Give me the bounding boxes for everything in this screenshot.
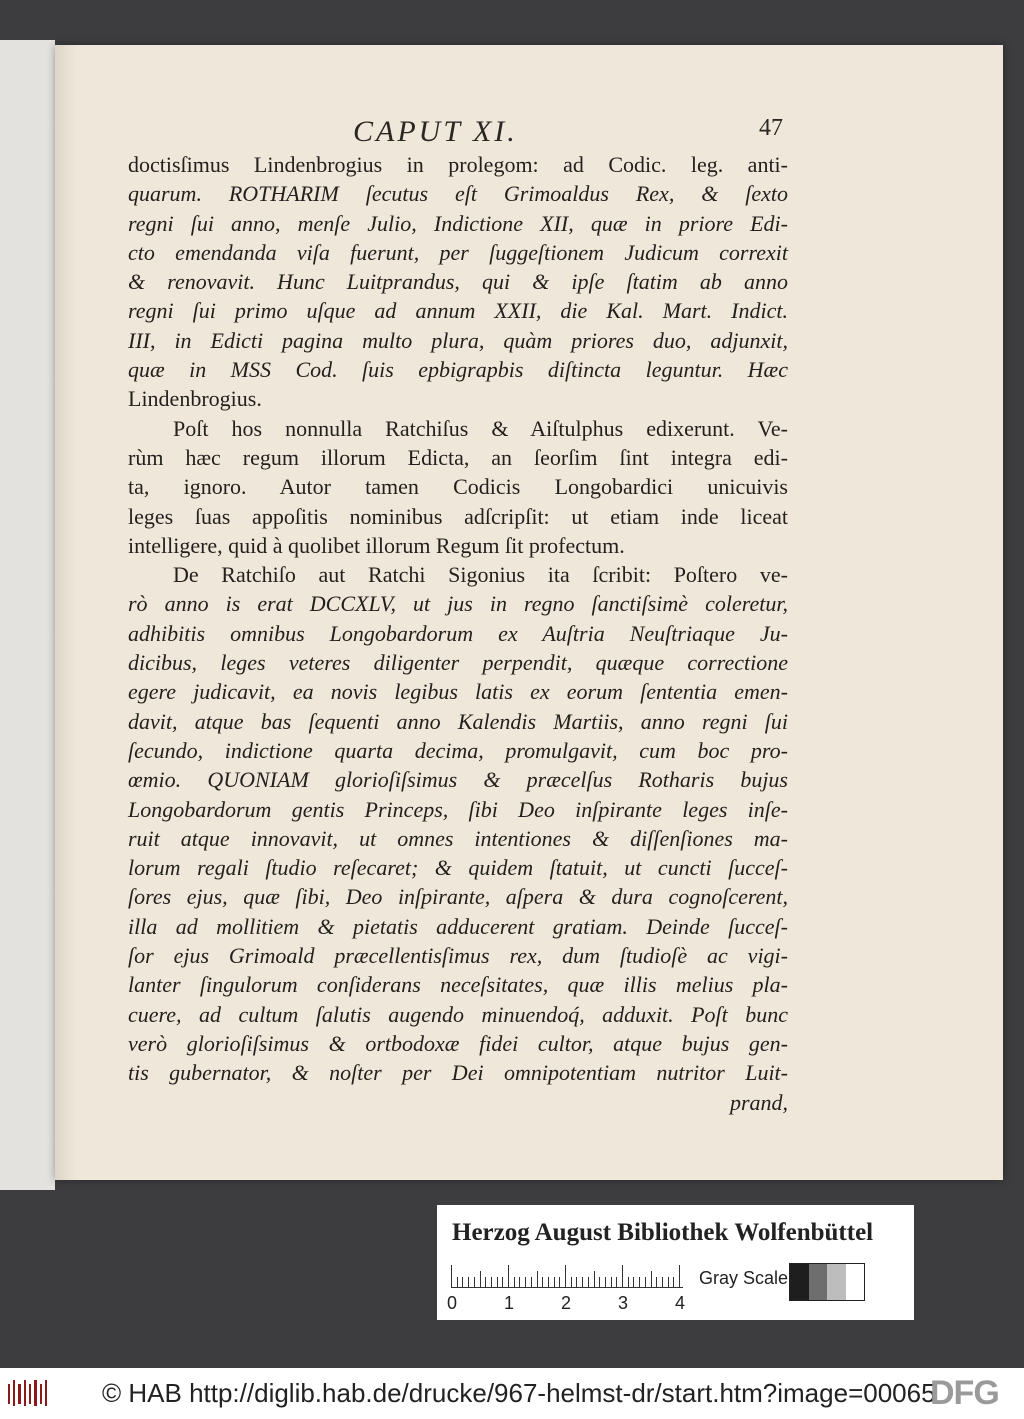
ruler-tick [525,1277,526,1287]
ruler-tick [462,1277,463,1287]
ruler-tick [565,1265,566,1287]
ruler-scale [451,1265,683,1288]
ruler-label: 1 [504,1293,515,1313]
ruler-tick [531,1277,532,1287]
ruler-tick [480,1271,481,1287]
chapter-title: CAPUT XI. [353,115,518,148]
ruler-tick [576,1277,577,1287]
text-line: ſecundo, indictione quarta decima, promulgavit, cum boc pro- [128,737,788,763]
page-gutter [55,45,77,1180]
text-line: intelligere, quid à quolibet illorum Regum ſit profectum. [128,532,625,558]
text-line: prand, [729,1089,788,1115]
ruler-tick [645,1277,646,1287]
ruler-label: 4 [675,1293,686,1313]
ruler-tick [508,1265,509,1287]
text-line: œmio. QUONIAM glorioſiſsimus & præcelſus Rotharis bujus [128,767,788,793]
text-line: cto emendanda viſa fuerunt, per ſuggeſtionem Judicum correxit [128,239,788,265]
text-line: III, in Edicti pagina multo plura, quàm priores duo, adjunxit, [128,327,788,353]
library-name: Herzog August Bibliothek Wolfenbüttel [452,1219,874,1246]
ruler-tick [502,1277,503,1287]
text-line: lorum regali ſtudio reſecaret; & quidem ſtatuit, ut cuncti ſucceſ- [128,855,788,881]
ruler-tick [656,1277,657,1287]
text-line: regni ſui anno, menſe Julio, Indictione XII, quæ in priore Edi- [128,210,788,236]
color-target-card [437,1205,914,1320]
running-head [353,115,783,155]
text-line: dicibus, leges veteres diligenter perpendit, quæque correctione [128,650,788,676]
ruler-tick [673,1277,674,1287]
text-line: rò anno is erat DCCXLV, ut jus in regno ſanctiſsimè coleretur, [128,591,788,617]
ruler-tick [588,1277,589,1287]
ruler-tick [542,1277,543,1287]
ruler-tick [628,1277,629,1287]
ruler-tick [622,1265,623,1287]
text-line: ruit atque innovavit, ut omnes intentiones & diſſenſiones ma- [128,825,788,851]
text-line: ta, ignoro. Autor tamen Codicis Longobardici unicuivis [128,474,788,500]
ruler-tick [571,1277,572,1287]
ruler-tick [457,1277,458,1287]
text-line: illa ad mollitiem & pietatis adducerent gratiam. Deinde ſucceſ- [128,913,788,939]
text-line: egere judicavit, ea novis legibus latis ex eorum ſententia emen- [128,679,788,705]
text-line: cuere, ad cultum ſalutis augendo minuendoq́, adduxit. Poſt bunc [128,1001,788,1027]
ruler-label: 2 [561,1293,572,1313]
ruler-tick [662,1277,663,1287]
ruler-tick [639,1277,640,1287]
ruler-tick [491,1277,492,1287]
ruler-tick [451,1265,452,1287]
ruler-tick [537,1271,538,1287]
text-line: Poſt hos nonnulla Ratchiſus & Aiſtulphus edixerunt. Ve- [173,415,788,441]
text-line: adhibitis omnibus Longobardorum ex Auſtria Neuſtriaque Ju- [128,620,788,646]
text-line: tis gubernator, & noſter per Dei omnipotentiam nutritor Luit- [128,1060,788,1086]
text-line: ſor ejus Grimoald præcellentisſimus rex, dum ſtudioſè ac vigi- [128,943,788,969]
text-line: regni ſui primo uſque ad annum XXII, die Kal. Mart. Indict. [128,298,788,324]
page-number: 47 [759,115,783,141]
gray-scale-label: Gray Scale [699,1268,789,1288]
ruler-tick [559,1277,560,1287]
ruler-tick [594,1271,595,1287]
ruler-tick [616,1277,617,1287]
text-line: ſores ejus, quæ ſibi, Deo inſpirante, aſpera & dura cognoſcerent, [128,884,788,910]
previous-page-edge [0,40,55,1190]
text-line: leges ſuas appoſitis nominibus adſcripſit: ut etiam inde liceat [128,503,788,529]
gray-swatch [790,1264,809,1300]
text-line: davit, atque bas ſequenti anno Kalendis Martiis, anno regni ſui [128,708,788,734]
text-line: quæ in MSS Cod. ſuis epbigrapbis diſtincta leguntur. Hæc [128,357,788,383]
footer-bar [0,1368,1024,1419]
text-line: lanter ſingulorum conſiderans neceſsitates, quæ illis melius pla- [128,972,788,998]
ruler-tick [679,1265,680,1287]
ruler-tick [548,1277,549,1287]
gray-swatch [809,1264,828,1300]
ruler-label: 0 [447,1293,458,1313]
ruler-tick [605,1277,606,1287]
gray-swatch [846,1264,865,1300]
ruler-tick [519,1277,520,1287]
text-line: rùm hæc regum illorum Edicta, an ſeorſim ſint integra edi- [128,444,788,470]
ruler-tick [514,1277,515,1287]
ruler-tick [668,1277,669,1287]
barcode-icon [8,1380,48,1406]
gray-swatch [827,1264,846,1300]
text-line: doctisſimus Lindenbrogius in prolegom: ad Codic. leg. anti- [128,152,788,177]
ruler-tick [485,1277,486,1287]
ruler-tick [633,1277,634,1287]
text-line: Longobardorum gentis Princeps, ſibi Deo inſpirante leges inſe- [128,796,788,822]
copyright-link[interactable]: © HAB http://diglib.hab.de/drucke/967-helmst-dr/start.htm?image=00065 [102,1378,936,1408]
gray-scale-swatches [789,1263,865,1301]
ruler-tick [599,1277,600,1287]
ruler-tick [474,1277,475,1287]
ruler-label: 3 [618,1293,629,1313]
ruler-tick [497,1277,498,1287]
ruler-tick [582,1277,583,1287]
ruler-tick [468,1277,469,1287]
text-line: verò glorioſiſsimus & ortbodoxæ fidei cultor, atque bujus gen- [128,1030,788,1056]
dfg-logo: DFG [930,1374,999,1412]
text-line: Lindenbrogius. [128,386,262,412]
text-line: quarum. ROTHARIM ſecutus eſt Grimoaldus Rex, & ſexto [128,181,788,207]
text-line: & renovavit. Hunc Luitprandus, qui & ipſe ſtatim ab anno [128,269,788,295]
ruler-tick [611,1277,612,1287]
text-line: De Ratchiſo aut Ratchi Sigonius ita ſcribit: Poſtero ve- [173,562,788,588]
ruler-tick [651,1271,652,1287]
ruler-tick [554,1277,555,1287]
page-text [128,150,788,1117]
